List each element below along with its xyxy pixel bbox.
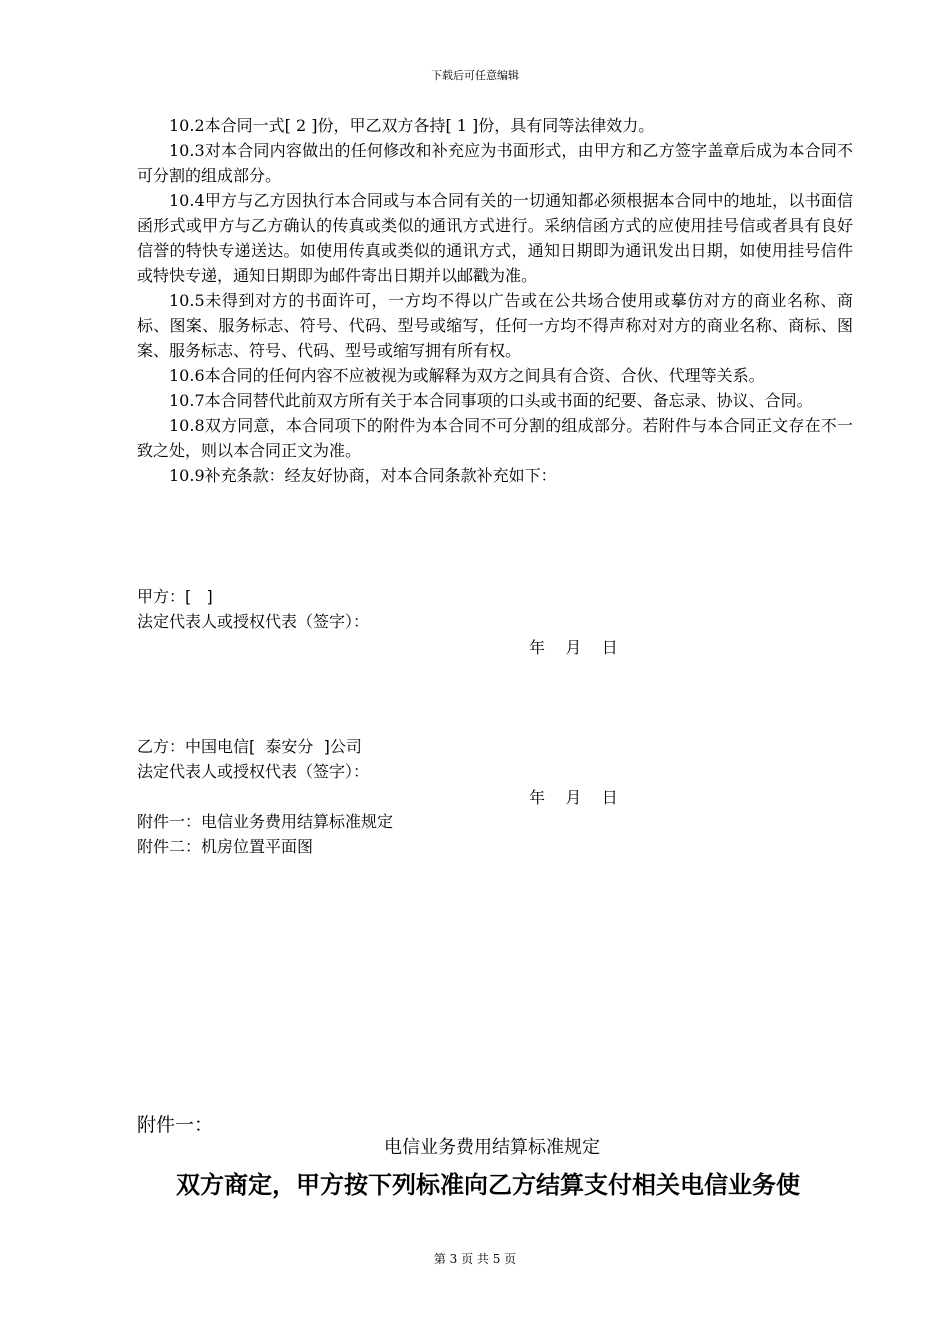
appendix-label: 附件一： <box>137 1114 214 1136</box>
clause-10-2: 10.2本合同一式[ 2 ]份，甲乙双方各持[ 1 ]份，具有同等法律效力。 <box>169 116 655 135</box>
party-a-name: 甲方：[ ] <box>137 587 213 606</box>
clause-10-8: 10.8双方同意，本合同项下的附件为本合同不可分割的组成部分。若附件与本合同正文存在不一致之处，则以本合同正文为准。 <box>137 416 853 460</box>
clause-10-5: 10.5未得到对方的书面许可，一方均不得以广告或在公共场合使用或摹仿对方的商业名称、商标、图案、服务标志、符号、代码、型号或缩写，任何一方均不得声称对对方的商业名称、商标、图案、服务标志、符号、代码、型号或缩写拥有所有权。 <box>137 291 853 360</box>
clause-10-6: 10.6本合同的任何内容不应被视为或解释为双方之间具有合资、合伙、代理等关系。 <box>169 366 765 385</box>
party-b-date: 年 月 日 <box>529 788 618 807</box>
clause-10-9: 10.9补充条款：经友好协商，对本合同条款补充如下： <box>169 466 557 485</box>
page-footer: 第 3 页 共 5 页 <box>433 1252 517 1266</box>
attachment-item-1: 附件一：电信业务费用结算标准规定 <box>137 812 394 831</box>
clause-10-7: 10.7本合同替代此前双方所有关于本合同事项的口头或书面的纪要、备忘录、协议、合同。 <box>169 391 813 410</box>
contract-clauses <box>137 113 853 488</box>
party-b-representative: 法定代表人或授权代表（签字）： <box>137 762 370 781</box>
appendix-title: 电信业务费用结算标准规定 <box>384 1137 600 1158</box>
clause-10-3: 10.3对本合同内容做出的任何修改和补充应为书面形式，由甲方和乙方签字盖章后成为本合同不可分割的组成部分。 <box>137 141 853 185</box>
party-a-representative: 法定代表人或授权代表（签字）： <box>137 612 370 631</box>
appendix-lead-text: 双方商定，甲方按下列标准向乙方结算支付相关电信业务使 <box>176 1171 800 1199</box>
party-b-name: 乙方：中国电信[ 泰安分 ]公司 <box>137 737 362 756</box>
clause-10-4: 10.4甲方与乙方因执行本合同或与本合同有关的一切通知都必须根据本合同中的地址，以书面信函形式或甲方与乙方确认的传真或类似的通讯方式进行。采纳信函方式的应使用挂号信或者具有良好信誉的特快专递送达。如使用传真或类似的通讯方式，通知日期即为通讯发出日期，如使用挂号信件或特快专递，通知日期即为邮件寄出日期并以邮戳为准。 <box>137 191 853 285</box>
attachment-item-2: 附件二：机房位置平面图 <box>137 837 314 856</box>
page-header: 下载后可任意编辑 <box>431 69 519 82</box>
party-a-date: 年 月 日 <box>529 638 618 657</box>
